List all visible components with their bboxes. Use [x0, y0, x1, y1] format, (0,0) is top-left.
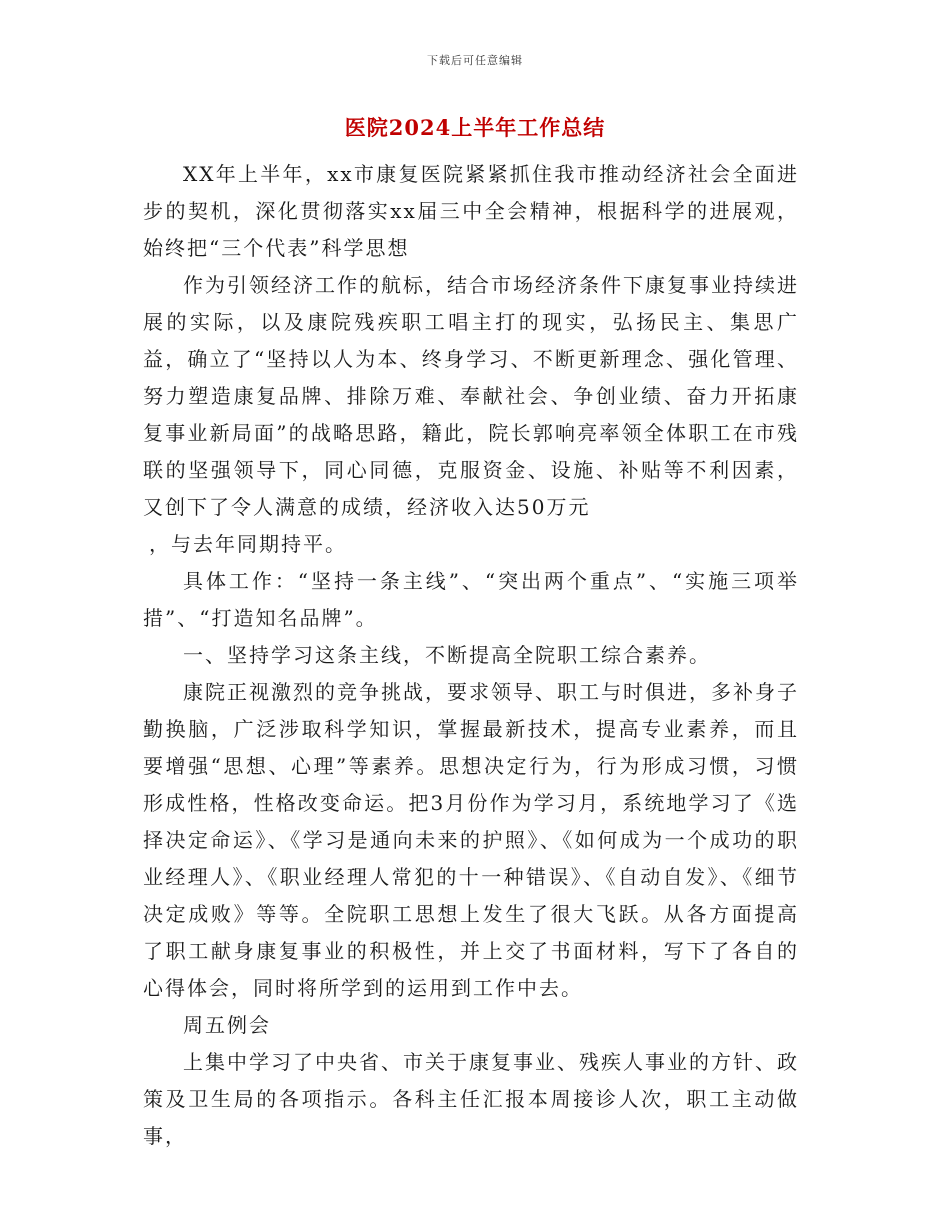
paragraph: 康院正视激烈的竞争挑战，要求领导、职工与时俱进，多补身子勤换脑，广泛涉取科学知识，掌握最新技术，提高专业素养，而且要增强“思想、心理”等素养。思想决定行为，行为形成习惯，习惯形成性格，性格改变命运。把3月份作为学习月，系统地学习了《选择决定命运》、《学习是通向未来的护照》、《如何成为一个成功的职业经理人》、《职业经理人常犯的十一种错误》、《自动自发》、《细节决定成败》等等。全院职工思想上发生了很大飞跃。从各方面提高了职工献身康复事业的积极性，并上交了书面材料，写下了各自的心得体会，同时将所学到的运用到工作中去。	[143, 680, 799, 1000]
section-heading: 一、坚持学习这条主线，不断提高全院职工综合素养。	[183, 643, 711, 667]
paragraph: 上集中学习了中央省、市关于康复事业、残疾人事业的方针、政策及卫生局的各项指示。各科主任汇报本周接诊人次，职工主动做事，	[143, 1050, 799, 1148]
document-body	[143, 156, 799, 1155]
header-note: 下载后可任意编辑	[427, 54, 523, 67]
paragraph: 作为引领经济工作的航标，结合市场经济条件下康复事业持续进展的实际，以及康院残疾职工唱主打的现实，弘扬民主、集思广益，确立了“坚持以人为本、终身学习、不断更新理念、强化管理、努力塑造康复品牌、排除万难、奉献社会、争创业绩、奋力开拓康复事业新局面”的战略思路，籍此，院长郭响亮率领全体职工在市残联的坚强领导下，同心同德，克服资金、设施、补贴等不利因素，又创下了令人满意的成绩，经济收入达50万元	[143, 273, 799, 519]
document-title: 医院2024上半年工作总结	[344, 115, 606, 140]
paragraph: ，与去年同期持平。	[149, 532, 347, 556]
paragraph: XX年上半年，xx市康复医院紧紧抓住我市推动经济社会全面进步的契机，深化贯彻落实xx届三中全会精神，根据科学的进展观，始终把“三个代表”科学思想	[143, 162, 799, 260]
paragraph: 周五例会	[183, 1013, 271, 1037]
paragraph: 具体工作：“坚持一条主线”、“突出两个重点”、“实施三项举措”、“打造知名品牌”。	[143, 569, 799, 630]
